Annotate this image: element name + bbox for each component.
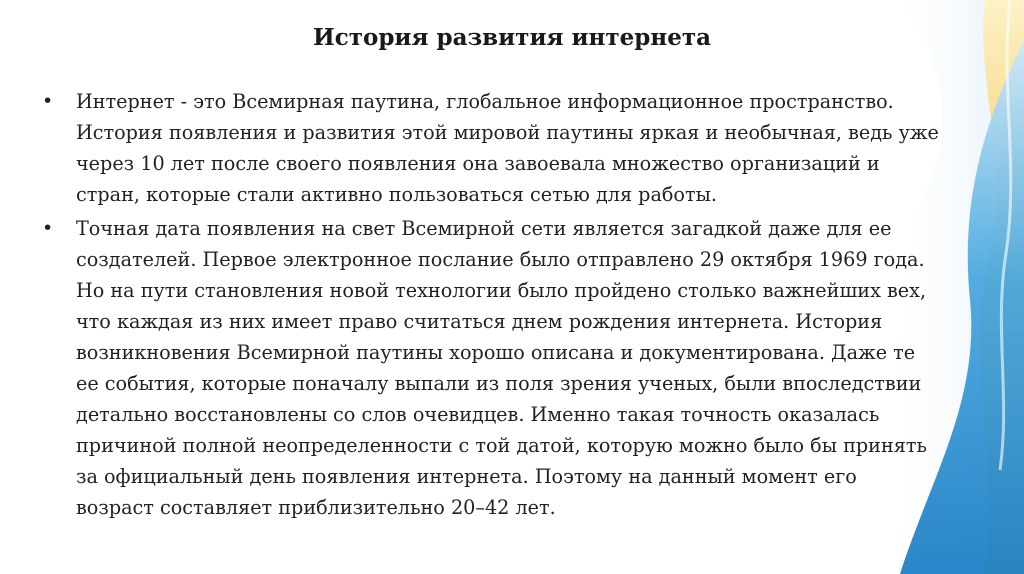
bullet-text: Точная дата появления на свет Всемирной сети является загадкой даже для ее создателей. Первое электронное послание было отправлено 29 октября 1969 года. Но на пути становления новой технологии было пройдено столько важнейших вех, что каждая из них имеет право считаться днем рождения интернета. История возникновения Всемирной паутины хорошо описана и документирована. Даже те ее события, которые поначалу выпали из поля зрения ученых, были впоследствии детально восстановлены со слов очевидцев. Именно такая точность оказалась причиной полной неопределенности с той датой, которую можно было бы принять за официальный день появления интернета. Поэтому на данный момент его возраст составляет приблизительно 20–42 лет. [76, 217, 927, 519]
bullet-text: Интернет - это Всемирная паутина, глобальное информационное пространство. История появления и развития этой мировой паутины яркая и необычная, ведь уже через 10 лет после своего появления она завоевала множество организаций и стран, которые стали активно пользоваться сетью для работы. [76, 90, 939, 206]
bullet-marker: • [42, 217, 54, 239]
bullet-item [40, 213, 940, 523]
bullet-item [40, 86, 940, 210]
slide-title: История развития интернета [313, 24, 711, 51]
bullet-marker: • [42, 90, 54, 112]
bullet-list [40, 86, 940, 526]
